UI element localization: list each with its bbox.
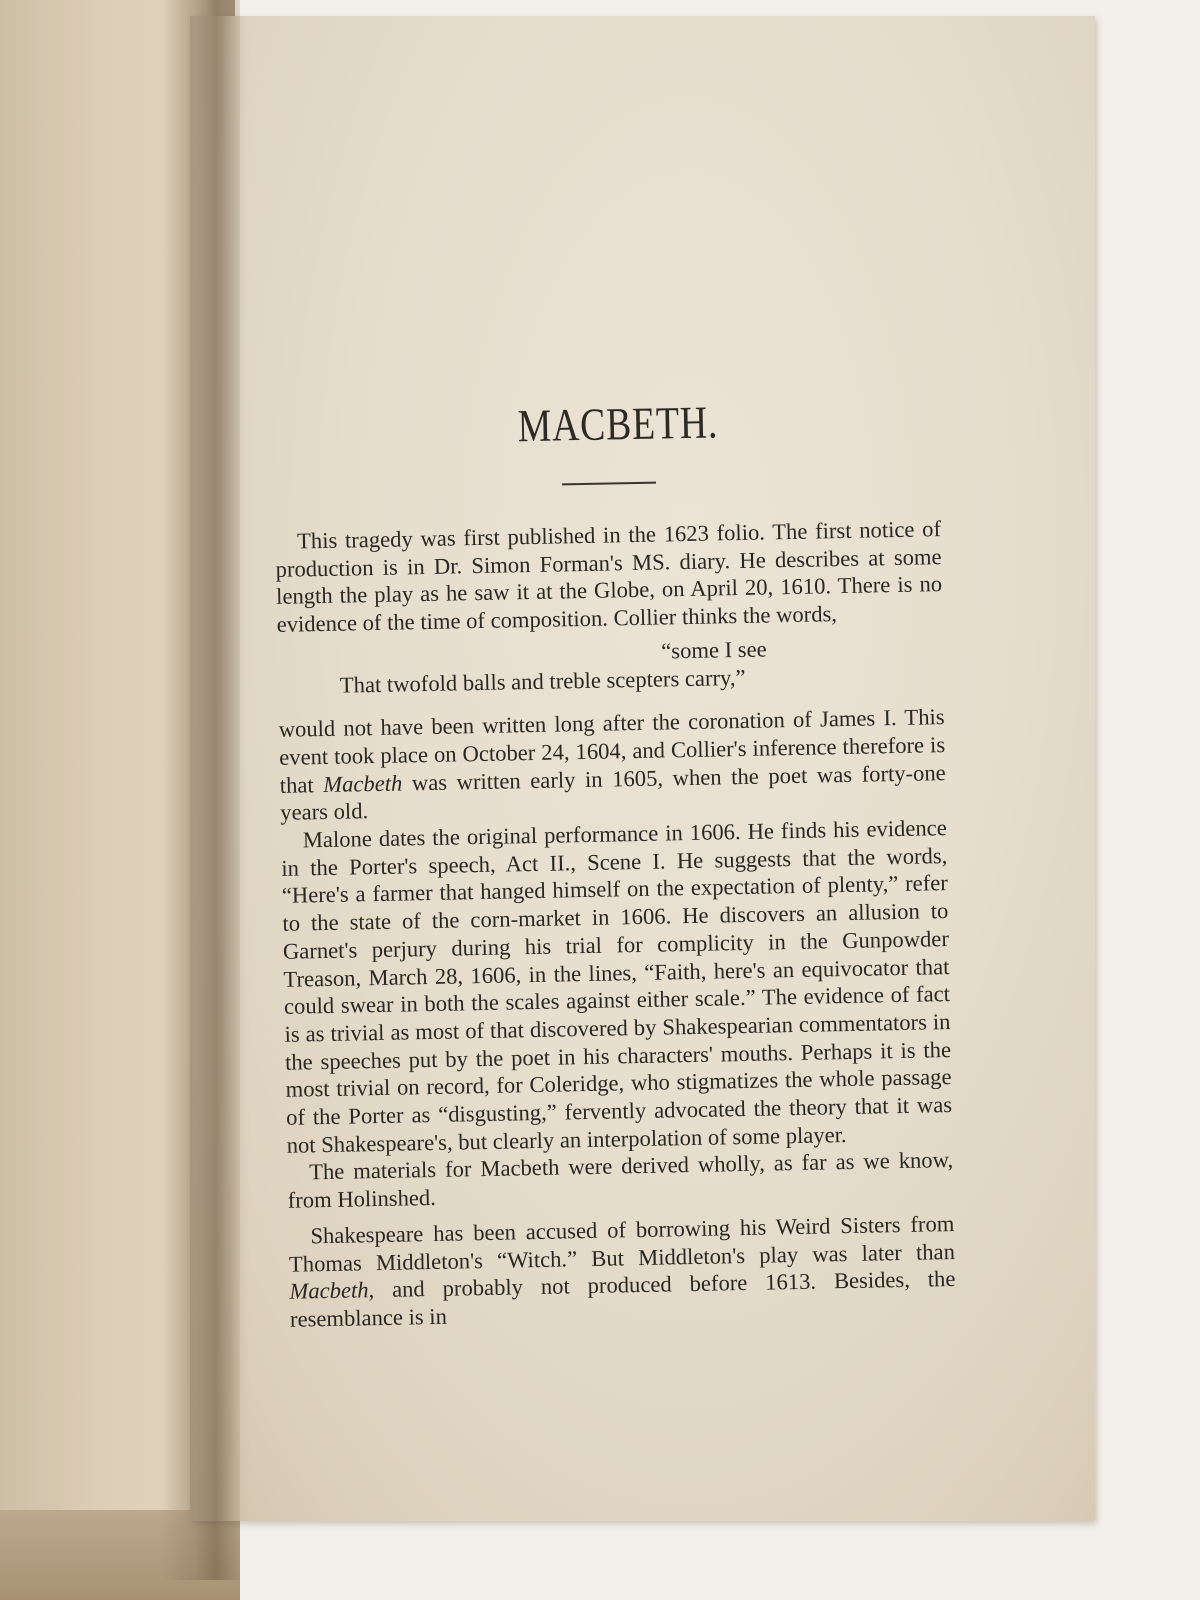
paragraph-5: [288, 1210, 956, 1334]
verse-quote: [277, 632, 944, 700]
page-content: [265, 3, 956, 1332]
paragraph-5-title: Macbeth: [289, 1277, 369, 1305]
paragraph-5-end: , and probably not produced before 1613. Besides, the resemblance is in: [289, 1266, 956, 1332]
paragraph-2-title: Macbeth: [323, 770, 403, 797]
title-rule: [562, 482, 656, 486]
paragraph-1: This tragedy was first published in the 1623 folio. The first notice of production is in Dr. Simon Forman's MS. diary. He describes at some length the play as he saw it at the Globe, on April 20, 1610. There is no evidence of the time of composition. Collier thinks the words,: [275, 516, 943, 637]
quote-line-2: That twofold balls and treble scepters carry,”: [339, 664, 746, 698]
paragraph-2: [278, 703, 946, 827]
paragraph-3: Malone dates the original performance in 1606. He finds his evidence in the Porter's speech, Act II., Scene I. He suggests that the words, “Here's a farmer that hanged himself on the expectation of plenty,” refer to the state of the corn-market in 1606. He discovers an allusion to Garnet's perjury during his trial for complicity in the Gunpowder Treason, March 28, 1606, in the lines, “Faith, here's an equivocator that could swear in both the scales against either scale.” The evidence of fact is as trivial as most of that discovered by Shakespearian commentators in the speeches put by the poet in his characters' mouths. Perhaps it is the most trivial on record, for Coleridge, who stigmatizes the whole passage of the Porter as “disgusting,” fervently advocated the theory that it was not Shakespeare's, but clearly an interpolation of some player.: [281, 815, 953, 1158]
gutter-fold: [160, 0, 240, 1580]
page-title: MACBETH.: [517, 396, 719, 452]
body-text: [275, 515, 956, 1333]
paragraph-2-end: was written early in 1605, when the poet was forty-one years old.: [280, 759, 946, 826]
quote-line-1: “some I see: [661, 636, 767, 664]
paragraph-2-start: would not have been written long after the coronation of James I. This event took place on October 24, 1604, and Collier's inference therefore is that: [278, 704, 946, 798]
right-page: [190, 16, 1095, 1521]
paragraph-5-start: Shakespeare has been accused of borrowing his Weird Sisters from Thomas Middleton's “Witch.” But Middleton's play was later than: [288, 1210, 956, 1277]
paragraph-4: The materials for Macbeth were derived wholly, as far as we know, from Holinshed.: [287, 1147, 954, 1213]
